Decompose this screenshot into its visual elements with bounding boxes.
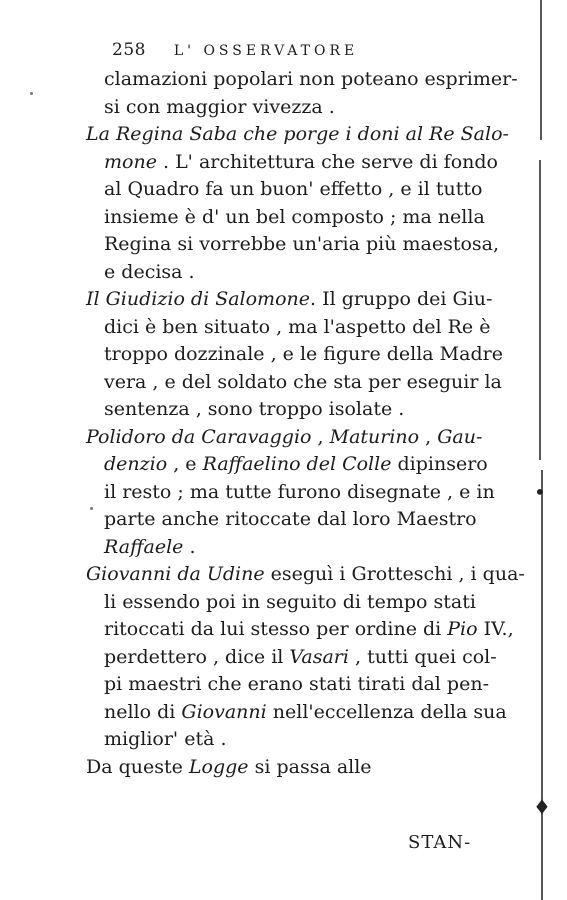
text-line [86, 754, 526, 782]
text-span: . L' architettura che serve di fondo [162, 150, 498, 173]
paragraph-logge [86, 754, 526, 782]
paragraph-giudizio [86, 286, 526, 424]
text-span: dipinsero [391, 453, 488, 475]
text-line [86, 534, 526, 562]
painter-name: Maturino [329, 425, 420, 448]
text-line: al Quadro fa un buon' effetto , e il tutto [104, 178, 483, 200]
text-line: si con maggior vivezza . [104, 95, 335, 118]
painter-name: Gau- [437, 425, 483, 448]
text-line [86, 286, 526, 314]
text-span: nell'eccellenza della sua [266, 700, 507, 723]
text-span: si passa alle [248, 755, 372, 778]
text-line [86, 451, 526, 479]
right-margin-rule [541, 470, 543, 900]
text-line [86, 699, 526, 727]
text-span: nello di [104, 700, 182, 723]
text-line [86, 561, 526, 589]
paragraph-polidoro [86, 424, 526, 562]
text-line: Regina si vorrebbe un'aria più maestosa, [104, 233, 500, 255]
text-line: il resto ; ma tutte furono disegnate , e in [104, 480, 495, 503]
text-line: e decisa . [104, 260, 195, 283]
right-margin-rule [540, 0, 542, 140]
text-span: perdettero , dice il [104, 645, 290, 668]
text-line: dici è ben situato , ma l'aspetto del Re è [104, 315, 491, 338]
painter-name: Raffaelino del Colle [202, 453, 392, 475]
painter-name: Giovanni da Udine [86, 563, 265, 585]
pope-name: Pio [447, 618, 478, 640]
paragraph-regina-saba [86, 121, 526, 286]
painter-name: denzio [104, 453, 168, 475]
body-text [86, 66, 526, 781]
text-line [86, 424, 526, 452]
painter-name: Giovanni [181, 700, 267, 723]
paper-speck [30, 92, 33, 95]
painting-title-cont: mone [104, 150, 157, 173]
text-line [86, 644, 526, 672]
margin-blot: • [534, 480, 546, 504]
text-span: , e [167, 453, 203, 475]
text-span: IV., [477, 618, 514, 640]
painting-title: Il Giudizio di Salomone [86, 288, 310, 310]
text-line [86, 149, 526, 177]
text-line: troppo dozzinale , e le figure della Madre [104, 343, 503, 365]
right-margin-rule [539, 160, 541, 460]
text-line: miglior' età . [104, 728, 227, 750]
text-line: pi maestri che erano stati tirati dal pen- [104, 673, 489, 695]
text-line: li essendo poi in seguito di tempo stati [104, 590, 476, 613]
painter-name: Raffaele [104, 535, 184, 558]
text-span: , [311, 425, 330, 448]
text-span: Da queste [86, 755, 189, 778]
place-name: Logge [188, 755, 249, 778]
running-head [112, 40, 358, 60]
text-line: insieme è d' un bel composto ; ma nella [104, 205, 485, 228]
text-span: eseguì i Grotteschi , i qua- [264, 563, 525, 585]
text-span: . Il gruppo dei Giu- [310, 288, 493, 310]
text-span: ritoccati da lui stesso per ordine di [104, 618, 448, 640]
page-number: 258 [112, 40, 146, 60]
text-line: parte anche ritoccate dal loro Maestro [104, 508, 477, 530]
text-span: , tutti quei col- [348, 645, 497, 668]
author-name: Vasari [289, 645, 349, 668]
text-span: . [183, 535, 196, 558]
text-span: , [419, 425, 438, 448]
paragraph-giovanni-da-udine [86, 561, 526, 754]
text-line: sentenza , sono troppo isolate . [104, 398, 405, 420]
painter-name: Polidoro da Caravaggio [86, 425, 312, 448]
text-line: vera , e del soldato che sta per eseguir la [104, 370, 502, 393]
catchword: STAN- [408, 832, 472, 853]
painting-title: La Regina Saba che porge i doni al Re Salo- [86, 123, 509, 145]
running-title: L' OSSERVATORE [173, 43, 359, 59]
text-line [86, 121, 526, 149]
text-line [86, 616, 526, 644]
text-line: clamazioni popolari non poteano esprimer- [104, 68, 518, 90]
margin-blot: ♦ [533, 795, 551, 819]
